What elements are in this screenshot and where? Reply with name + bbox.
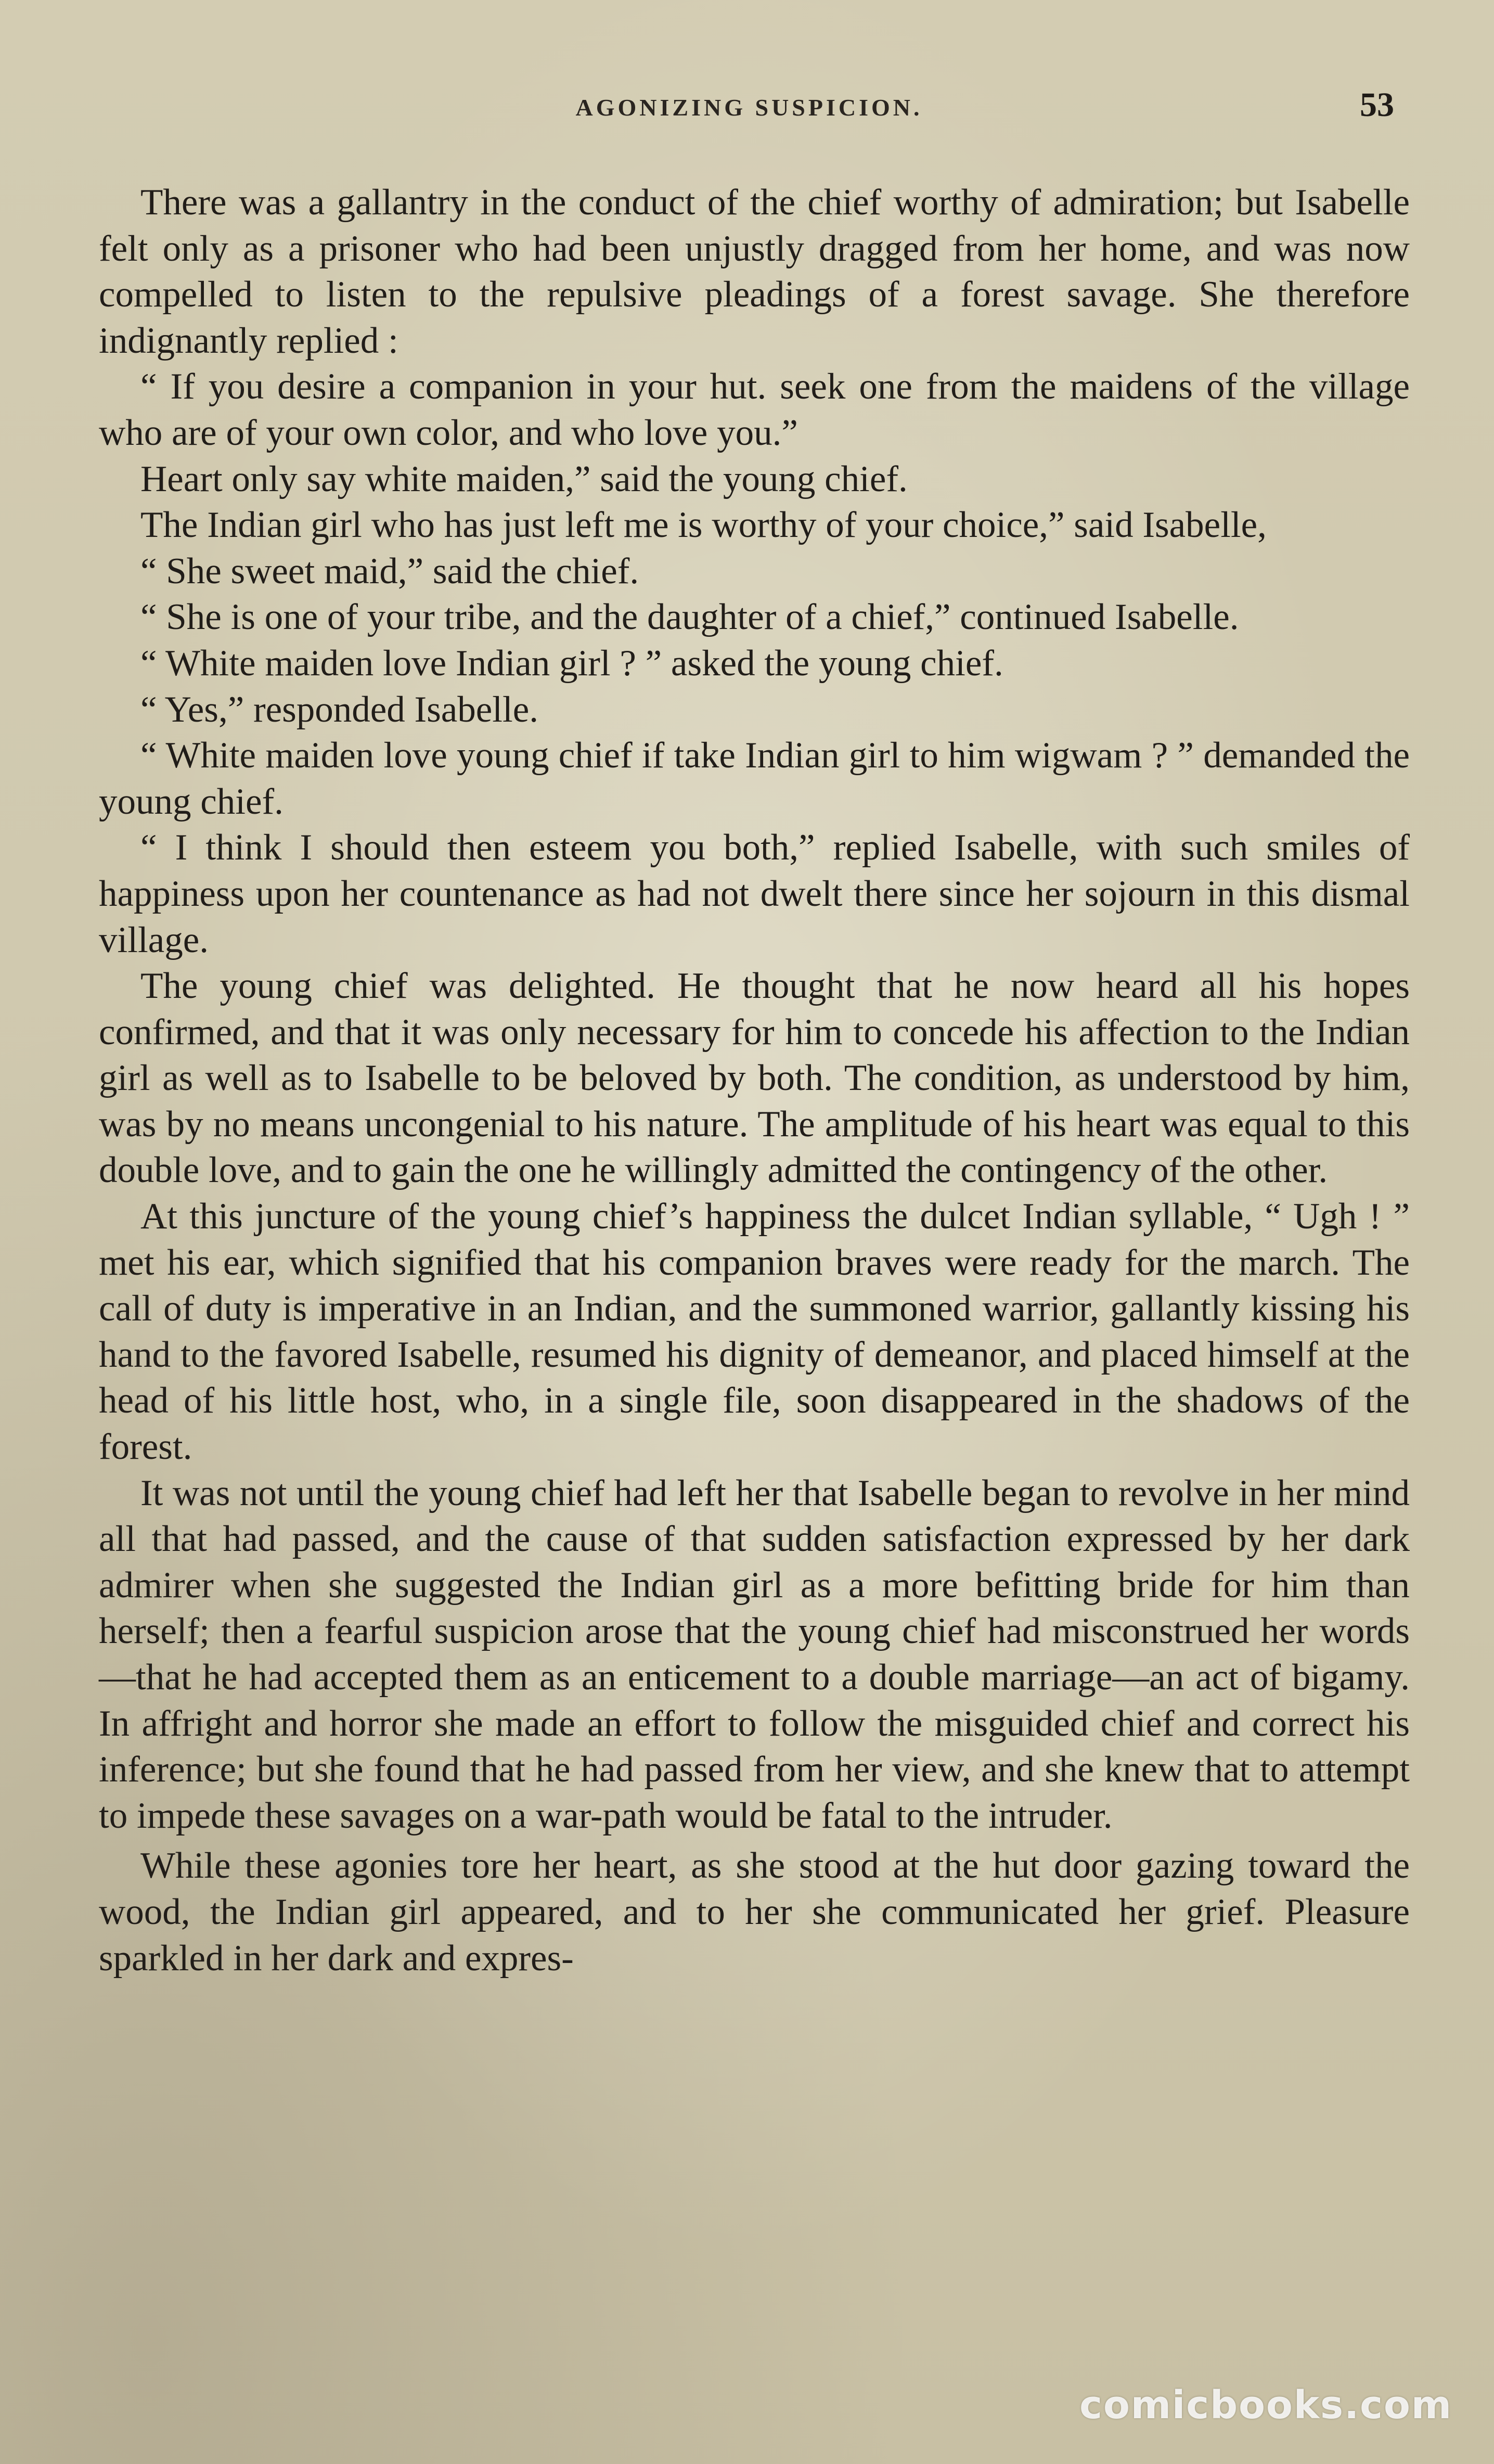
paragraph: At this juncture of the young chief’s happiness the dulcet Indian syllable, “ Ugh ! ” met his ear, which signified that his companion braves were ready for the march. The call of duty is imperative in an Indian, and the summoned warrior, gallantly kissing his hand to the favored Isabelle, resumed his dignity of demeanor, and placed himself at the head of his little host, who, in a single file, soon disappeared in the shadows of the forest. xyxy=(99,1196,1410,1468)
page-header xyxy=(99,78,1399,140)
watermark: comicbooks.com xyxy=(1079,2383,1452,2428)
paragraph: “ White maiden love Indian girl ? ” asked the young chief. xyxy=(140,643,1003,684)
paragraph: Heart only say white maiden,” said the young chief. xyxy=(140,458,908,499)
paragraph: There was a gallantry in the conduct of the chief worthy of admiration; but Isabelle felt only as a prisoner who had been unjustly dragged from her home, and was now compelled to listen to the repulsive pleadings of a forest savage. She therefore indignantly replied : xyxy=(99,182,1410,361)
paragraph: It was not until the young chief had left her that Isabelle began to revolve in her mind all that had passed, and the cause of that sudden satisfaction expressed by her dark admirer when she suggested the Indian girl as a more befitting bride for him than herself; then a fearful suspicion arose that the young chief had misconstrued her words—that he had accepted them as an enticement to a double marriage—an act of bigamy. In affright and horror she made an effort to follow the misguided chief and correct his inference; but she found that he had passed from her view, and she knew that to attempt to impede these savages on a war-path would be fatal to the intruder. xyxy=(99,1472,1410,1836)
paragraph: “ Yes,” responded Isabelle. xyxy=(140,689,539,730)
body-text xyxy=(99,179,1410,1981)
running-head: AGONIZING SUSPICION. xyxy=(575,94,923,121)
paragraph: “ She is one of your tribe, and the daughter of a chief,” continued Isabelle. xyxy=(140,597,1239,638)
paragraph: “ If you desire a companion in your hut. seek one from the maidens of the village who are of your own color, and who love you.” xyxy=(99,366,1410,453)
paragraph: “ She sweet maid,” said the chief. xyxy=(140,550,639,592)
paragraph: “ I think I should then esteem you both,” replied Isabelle, with such smiles of happiness upon her countenance as had not dwelt there since her sojourn in this dismal village. xyxy=(99,827,1410,960)
paragraph: The Indian girl who has just left me is worthy of your choice,” said Isabelle, xyxy=(140,505,1267,546)
paragraph: The young chief was delighted. He thought that he now heard all his hopes confirmed, and that it was only necessary for him to concede his affection to the Indian girl as well as to Isabelle to be beloved by both. The condition, as understood by him, was by no means uncongenial to his nature. The amplitude of his heart was equal to this double love, and to gain the one he willingly admitted the contingency of the other. xyxy=(99,966,1410,1191)
paragraph: “ White maiden love young chief if take Indian girl to him wigwam ? ” demanded the young chief. xyxy=(99,735,1410,822)
paragraph: While these agonies tore her heart, as she stood at the hut door gazing toward the wood, the Indian girl appeared, and to her she communicated her grief. Pleasure sparkled in her dark and expres- xyxy=(99,1845,1410,1979)
page-number: 53 xyxy=(1360,86,1394,124)
